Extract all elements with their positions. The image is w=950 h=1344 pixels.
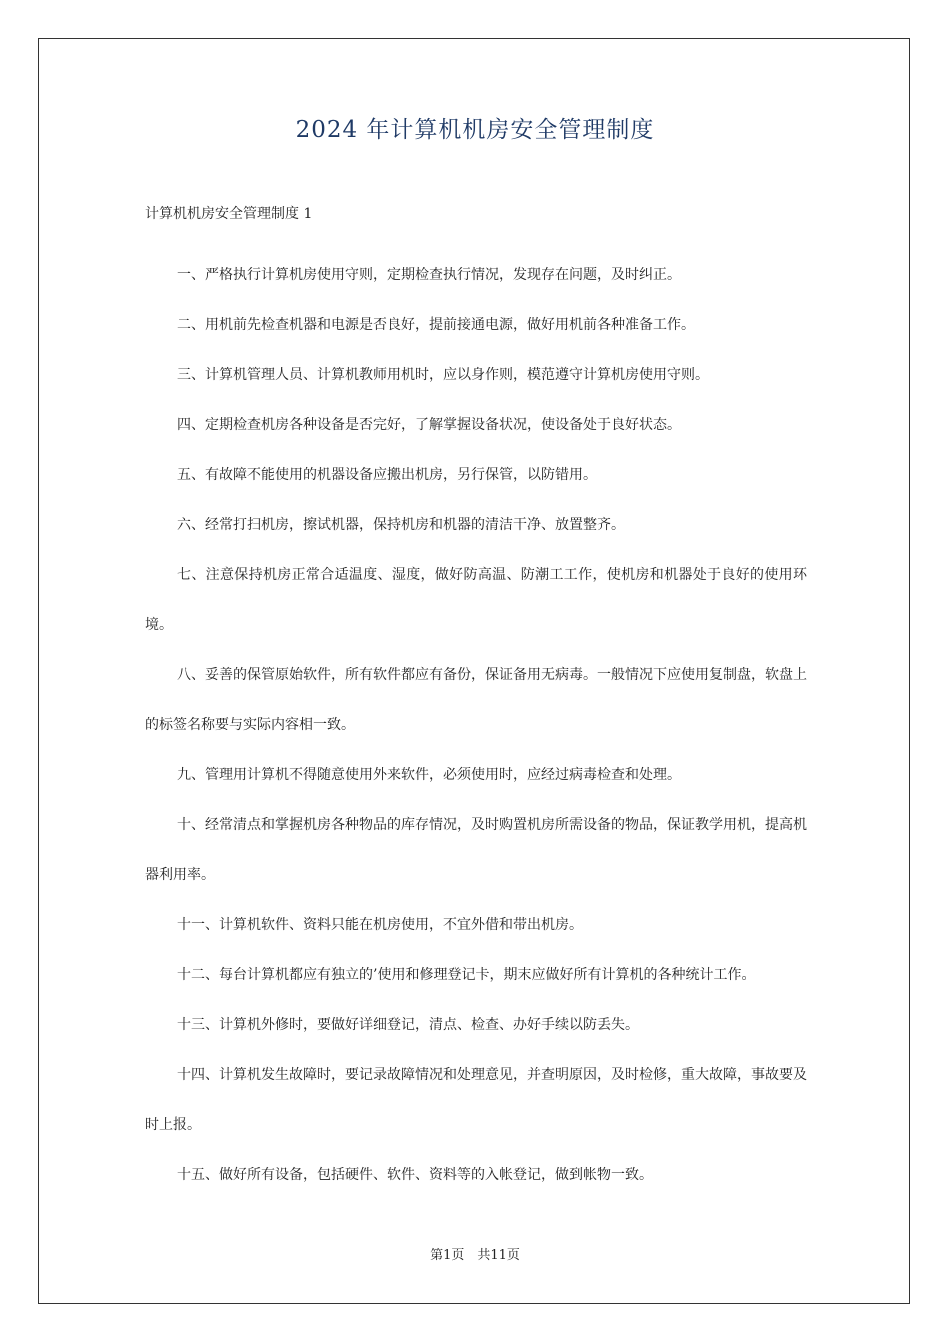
paragraph: 三、计算机管理人员、计算机教师用机时，应以身作则，模范遵守计算机房使用守则。 [177,367,709,383]
paragraph: 十四、计算机发生故障时，要记录故障情况和处理意见，并查明原因，及时检修，重大故障，事故要及时上报。 [145,1067,807,1133]
paragraph: 十二、每台计算机都应有独立的’使用和修理登记卡，期末应做好所有计算机的各种统计工作。 [177,967,756,983]
paragraph: 十三、计算机外修时，要做好详细登记，清点、检查、办好手续以防丢失。 [177,1017,639,1033]
paragraph: 八、妥善的保管原始软件，所有软件都应有备份，保证备用无病毒。一般情况下应使用复制盘，软盘上的标签名称要与实际内容相一致。 [145,667,807,733]
paragraph: 五、有故障不能使用的机器设备应搬出机房，另行保管，以防错用。 [177,467,597,483]
section-heading: 计算机机房安全管理制度 1 [145,206,313,222]
paragraph: 六、经常打扫机房，擦试机器，保持机房和机器的清洁干净、放置整齐。 [177,517,625,533]
paragraph: 九、管理用计算机不得随意使用外来软件，必须使用时，应经过病毒检查和处理。 [177,767,681,783]
paragraph: 一、严格执行计算机房使用守则，定期检查执行情况，发现存在问题，及时纠正。 [177,267,681,283]
paragraph: 二、用机前先检查机器和电源是否良好，提前接通电源，做好用机前各种准备工作。 [177,317,695,333]
document-body [145,250,807,1200]
paragraph: 四、定期检查机房各种设备是否完好，了解掌握设备状况，使设备处于良好状态。 [177,417,681,433]
paragraph: 十、经常清点和掌握机房各种物品的库存情况，及时购置机房所需设备的物品，保证教学用机，提高机器利用率。 [145,817,807,883]
document-title: 2024 年计算机机房安全管理制度 [295,117,655,143]
paragraph: 十一、计算机软件、资料只能在机房使用，不宜外借和带出机房。 [177,917,583,933]
paragraph: 七、注意保持机房正常合适温度、湿度，做好防高温、防潮工工作，使机房和机器处于良好的使用环境。 [145,567,807,633]
page-number-footer: 第1页 共11页 [430,1248,520,1263]
paragraph: 十五、做好所有设备，包括硬件、软件、资料等的入帐登记，做到帐物一致。 [177,1167,653,1183]
